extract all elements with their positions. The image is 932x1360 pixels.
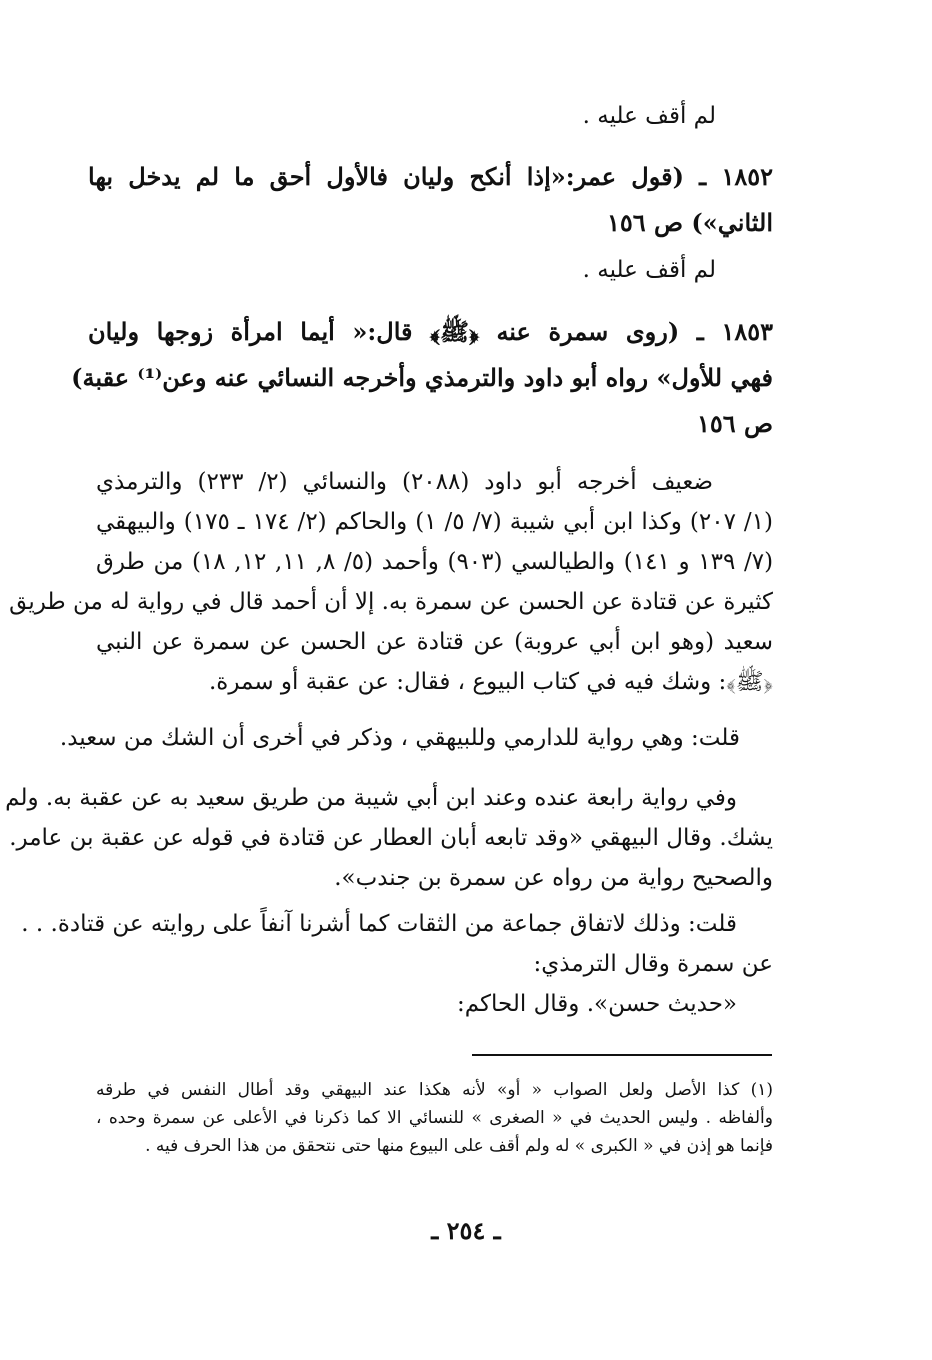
entry-1851-comment xyxy=(520,96,716,136)
note-paragraph-2 xyxy=(21,904,773,1024)
takhrij-line: ضعيف أخرجه أبو داود (٢٠٨٨) والنسائي (٢/ ٢٣٣) والترمذي xyxy=(96,469,713,495)
note-paragraph-2-line: عن سمرة وقال الترمذي: xyxy=(533,951,773,977)
note-paragraph-1 xyxy=(59,718,740,758)
narration-line: وفي رواية رابعة عنده وعند ابن أبي شيبة من طريق سعيد به عن عقبة به. ولم xyxy=(5,785,737,811)
note-paragraph-2-line: قلت: وذلك لاتفاق جماعة من الثقات كما أشرنا آنفاً على روايته عن قتادة. . . xyxy=(21,911,737,937)
entry-1853-line-3: ص ١٥٦ xyxy=(696,409,773,438)
entry-1852 xyxy=(88,154,773,246)
narration-line: يشك. وقال البيهقي «وقد تابعه أبان العطار عن قتادة في قوله عن عقبة بن عامر. xyxy=(9,825,773,851)
note-paragraph-1-text: قلت: وهي رواية للدارمي وللبيهقي ، وذكر في أخرى أن الشك من سعيد. xyxy=(59,725,740,751)
entry-1852-comment xyxy=(520,250,716,290)
entry-1853 xyxy=(71,309,773,447)
footnote-separator xyxy=(472,1054,772,1056)
footnote-line: فإنما هو إذن في « الكبرى » له ولم أقف على البيوع منها حتى نتحقق من هذا الحرف فيه . xyxy=(145,1136,773,1156)
entry-1852-line-2: الثاني») ص ١٥٦ xyxy=(607,208,773,237)
page-number: ـ ٢٥٤ ـ xyxy=(431,1216,501,1245)
takhrij-line: ﴿ﷺ﴾: وشك فيه في كتاب البيوع ، فقال: عن عقبة أو سمرة. xyxy=(209,669,773,695)
narration-line: والصحيح رواية من رواه عن سمرة بن جندب». xyxy=(334,865,773,891)
entry-1852-comment-text: لم أقف عليه . xyxy=(582,257,716,283)
entry-1853-line-2: فهي للأول» رواه أبو داود والترمذي وأخرجه النسائي عنه وعن⁽¹⁾ عقبة) xyxy=(71,363,773,392)
takhrij-paragraph xyxy=(9,462,774,702)
takhrij-line: كثيرة عن قتادة عن الحسن عن سمرة به. إلا أن أحمد قال في رواية له من طريق xyxy=(9,589,773,615)
footnote xyxy=(96,1076,773,1160)
takhrij-line: سعيد (وهو ابن أبي عروبة) عن قتادة عن الحسن عن سمرة عن النبي xyxy=(96,629,773,655)
entry-1852-line-1: ١٨٥٢ ـ (قول عمر:«إذا أنكح وليان فالأول أحق ما لم يدخل بها xyxy=(88,162,773,191)
takhrij-line: (٧/ ١٣٩ و ١٤١) والطيالسي (٩٠٣) وأحمد (٥/ ٨, ١١, ١٢, ١٨) من طرق xyxy=(96,549,774,575)
note-paragraph-2-line: «حديث حسن». وقال الحاكم: xyxy=(457,991,737,1017)
footnote-line: (١) كذا الأصل ولعل الصواب « أو» لأنه هكذا عند البيهقي وقد أطال النفس في طرقه xyxy=(96,1080,773,1100)
takhrij-line: (١/ ٢٠٧) وكذا ابن أبي شيبة (٧/ ٥/ ١) والحاكم (٢/ ١٧٤ ـ ١٧٥) والبيهقي xyxy=(96,509,773,535)
entry-1851-comment-text: لم أقف عليه . xyxy=(582,103,716,129)
entry-1853-line-1: ١٨٥٣ ـ (روى سمرة عنه ﴿ﷺ﴾ قال:« أيما امرأة زوجها وليان xyxy=(88,317,773,346)
footnote-line: وألفاظه . وليس الحديث في « الصغرى » للنسائي الا كما ذكرنا في الأعلى عن سمرة وحده ، xyxy=(96,1108,773,1128)
narration-paragraph xyxy=(5,778,773,898)
